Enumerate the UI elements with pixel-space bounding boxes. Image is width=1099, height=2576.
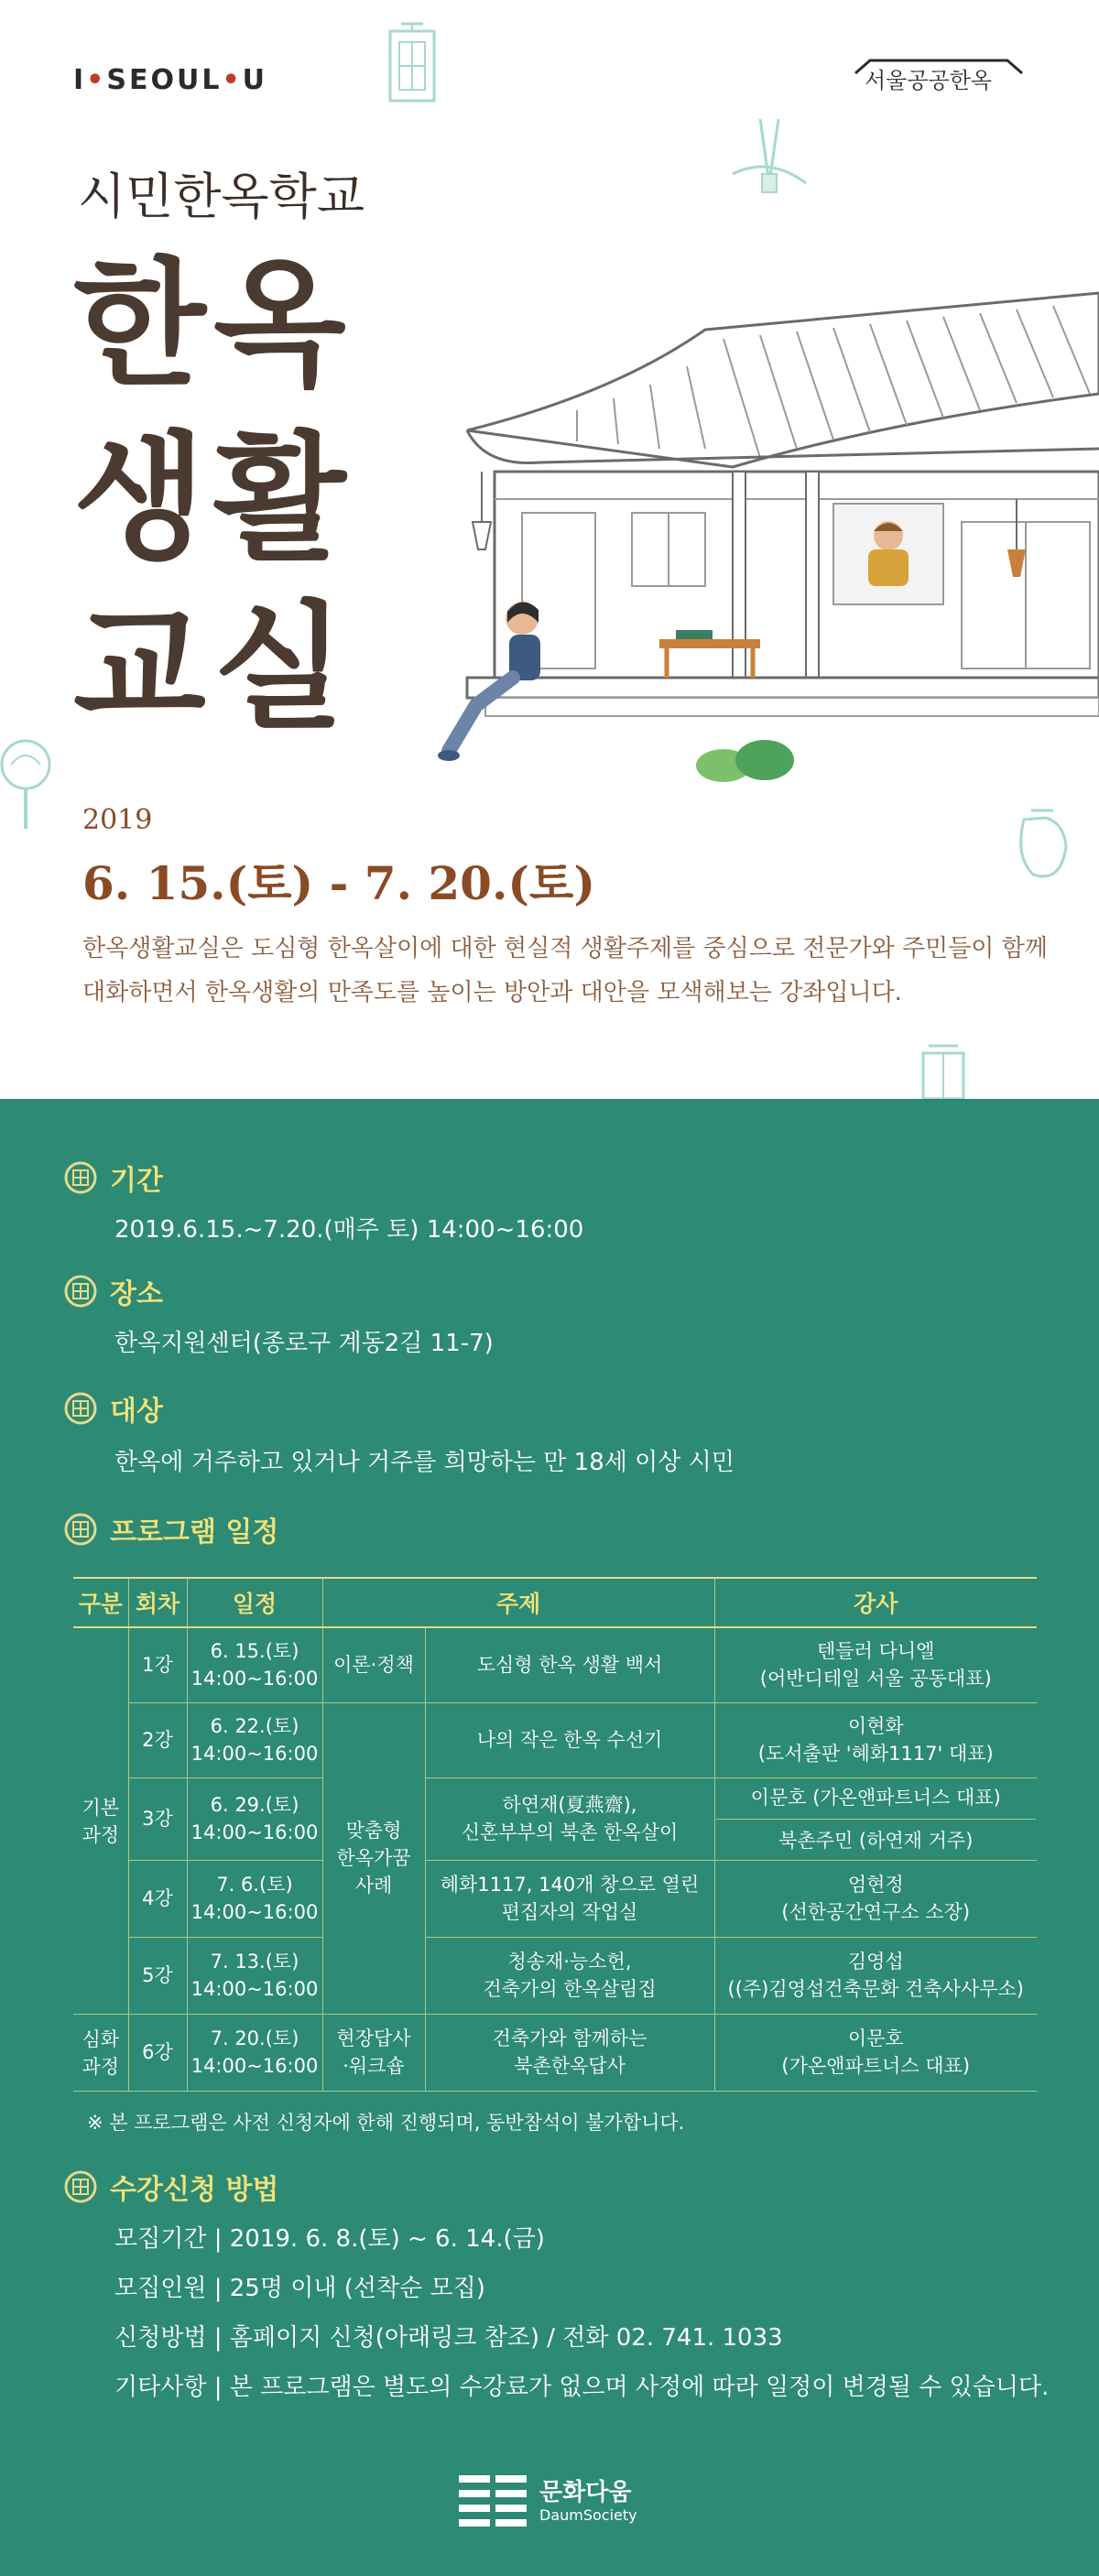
pattern-badge-icon xyxy=(64,1161,97,1194)
apply-etc: 기타사항 | 본 프로그램은 별도의 수강료가 없으며 사정에 따라 일정이 변경될 수 있습니다. xyxy=(114,2374,1050,2401)
topic-cell: 도심형 한옥 생활 백서 xyxy=(425,1627,714,1702)
topic-cell: 청송재·능소헌, 건축가의 한옥살림집 xyxy=(425,1937,714,2014)
table-row xyxy=(73,1860,1037,1937)
pattern-badge-icon xyxy=(64,1275,97,1308)
lecturer-cell: 이문호 (가온앤파트너스 대표) xyxy=(714,2015,1037,2092)
book-fan-icon xyxy=(724,110,815,201)
lecturer-cell: 이문호 (가온앤파트너스 대표) 북촌주민 (하연재 거주) xyxy=(714,1777,1037,1860)
schedule-note: ※ 본 프로그램은 사전 신청자에 한해 진행되며, 동반참석이 불가합니다. xyxy=(87,2112,685,2134)
pouch-icon xyxy=(1006,801,1079,893)
fan-icon xyxy=(0,728,55,838)
lecturer-cell: 엄현정 (선한공간연구소 소장) xyxy=(714,1860,1037,1937)
seoul-public-hanok-logo: 서울공공한옥 xyxy=(852,55,1026,97)
category-basic: 기본 과정 xyxy=(73,1627,128,2015)
topic-cell: 혜화1117, 140개 창으로 열린 편집자의 작업실 xyxy=(425,1860,714,1937)
target-heading: 대상 xyxy=(64,1388,163,1429)
pattern-badge-icon xyxy=(64,1392,97,1425)
date-cell: 7. 6.(토) 14:00~16:00 xyxy=(187,1860,322,1937)
session-cell: 5강 xyxy=(128,1937,187,2014)
lecturer-cell: 이현화 (도서출판 '혜화1117' 대표) xyxy=(714,1702,1037,1777)
table-row xyxy=(73,2015,1037,2092)
title-line-3: 교실 xyxy=(73,589,354,748)
program-description: 한옥생활교실은 도심형 한옥살이에 대한 현실적 생활주제를 중심으로 전문가와 주민들이 함께 대화하면서 한옥생활의 만족도를 높이는 방안과 대안을 모색해보는 강좌입니다. xyxy=(82,935,1048,1006)
title-line-1: 한옥 xyxy=(73,245,354,405)
date-cell: 6. 22.(토) 14:00~16:00 xyxy=(187,1702,322,1777)
topic-cell: 하연재(夏燕齋), 신혼부부의 북촌 한옥살이 xyxy=(425,1777,714,1860)
hanok-house-illustration xyxy=(430,275,1099,788)
type-cell: 이론·정책 xyxy=(322,1627,425,1702)
event-year: 2019 xyxy=(82,804,153,836)
type-cell: 현장답사 ·워크숍 xyxy=(322,2015,425,2092)
header-topic: 주제 xyxy=(322,1578,714,1627)
session-cell: 6강 xyxy=(128,2015,187,2092)
pattern-badge-icon xyxy=(64,1513,97,1546)
program-subtitle: 시민한옥학교 xyxy=(78,168,365,225)
small-window-icon xyxy=(916,1044,971,1099)
header-date: 일정 xyxy=(187,1578,322,1627)
schedule-header-row xyxy=(73,1578,1037,1627)
topic-cell: 나의 작은 한옥 수선기 xyxy=(425,1702,714,1777)
date-cell: 6. 15.(토) 14:00~16:00 xyxy=(187,1627,322,1702)
apply-capacity: 모집인원 | 25명 이내 (선착순 모집) xyxy=(114,2275,485,2302)
table-row xyxy=(73,1627,1037,1702)
header-session: 회차 xyxy=(128,1578,187,1627)
daumsociety-mark-icon xyxy=(455,2468,532,2532)
apply-heading: 수강신청 방법 xyxy=(64,2167,278,2207)
session-cell: 2강 xyxy=(128,1702,187,1777)
date-cell: 7. 20.(토) 14:00~16:00 xyxy=(187,2015,322,2092)
header-lecturer: 강사 xyxy=(714,1578,1037,1627)
place-text: 한옥지원센터(종로구 계동2길 11-7) xyxy=(114,1330,494,1357)
lecturer-cell: 김영섭 ((주)김영섭건축문화 건축사사무소) xyxy=(714,1937,1037,2014)
pattern-badge-icon xyxy=(64,2170,97,2203)
header-category: 구분 xyxy=(73,1578,128,1627)
table-row xyxy=(73,1937,1037,2014)
daumsociety-logo: 문화다움 DaumSociety xyxy=(455,2468,657,2532)
period-text: 2019.6.15.~7.20.(매주 토) 14:00~16:00 xyxy=(114,1216,584,1244)
session-cell: 3강 xyxy=(128,1777,187,1860)
event-dates: 6. 15.(토) - 7. 20.(토) xyxy=(82,856,595,910)
category-advanced: 심화 과정 xyxy=(73,2015,128,2092)
window-lantern-icon xyxy=(383,20,441,112)
date-cell: 7. 13.(토) 14:00~16:00 xyxy=(187,1937,322,2014)
period-heading: 기간 xyxy=(64,1158,163,1198)
session-cell: 4강 xyxy=(128,1860,187,1937)
apply-method: 신청방법 | 홈페이지 신청(아래링크 참조) / 전화 02. 741. 1033 xyxy=(114,2324,783,2352)
type-cell: 맞춤형 한옥가꿈 사례 xyxy=(322,1702,425,2014)
topic-cell: 건축가와 함께하는 북촌한옥답사 xyxy=(425,2015,714,2092)
target-text: 한옥에 거주하고 있거나 거주를 희망하는 만 18세 이상 시민 xyxy=(114,1449,734,1476)
session-cell: 1강 xyxy=(128,1627,187,1702)
place-heading: 장소 xyxy=(64,1271,163,1311)
schedule-table xyxy=(73,1577,1037,2092)
hero-section xyxy=(0,0,1099,1099)
title-line-2: 생활 xyxy=(73,419,354,579)
apply-period: 모집기간 | 2019. 6. 8.(토) ~ 6. 14.(금) xyxy=(114,2225,545,2253)
seoul-logo: I•SEOUL•U xyxy=(73,64,268,96)
program-heading: 프로그램 일정 xyxy=(64,1509,278,1549)
lecturer-cell: 텐들러 다니엘 (어반디테일 서울 공동대표) xyxy=(714,1627,1037,1702)
table-row xyxy=(73,1702,1037,1777)
date-cell: 6. 29.(토) 14:00~16:00 xyxy=(187,1777,322,1860)
table-row xyxy=(73,1777,1037,1860)
